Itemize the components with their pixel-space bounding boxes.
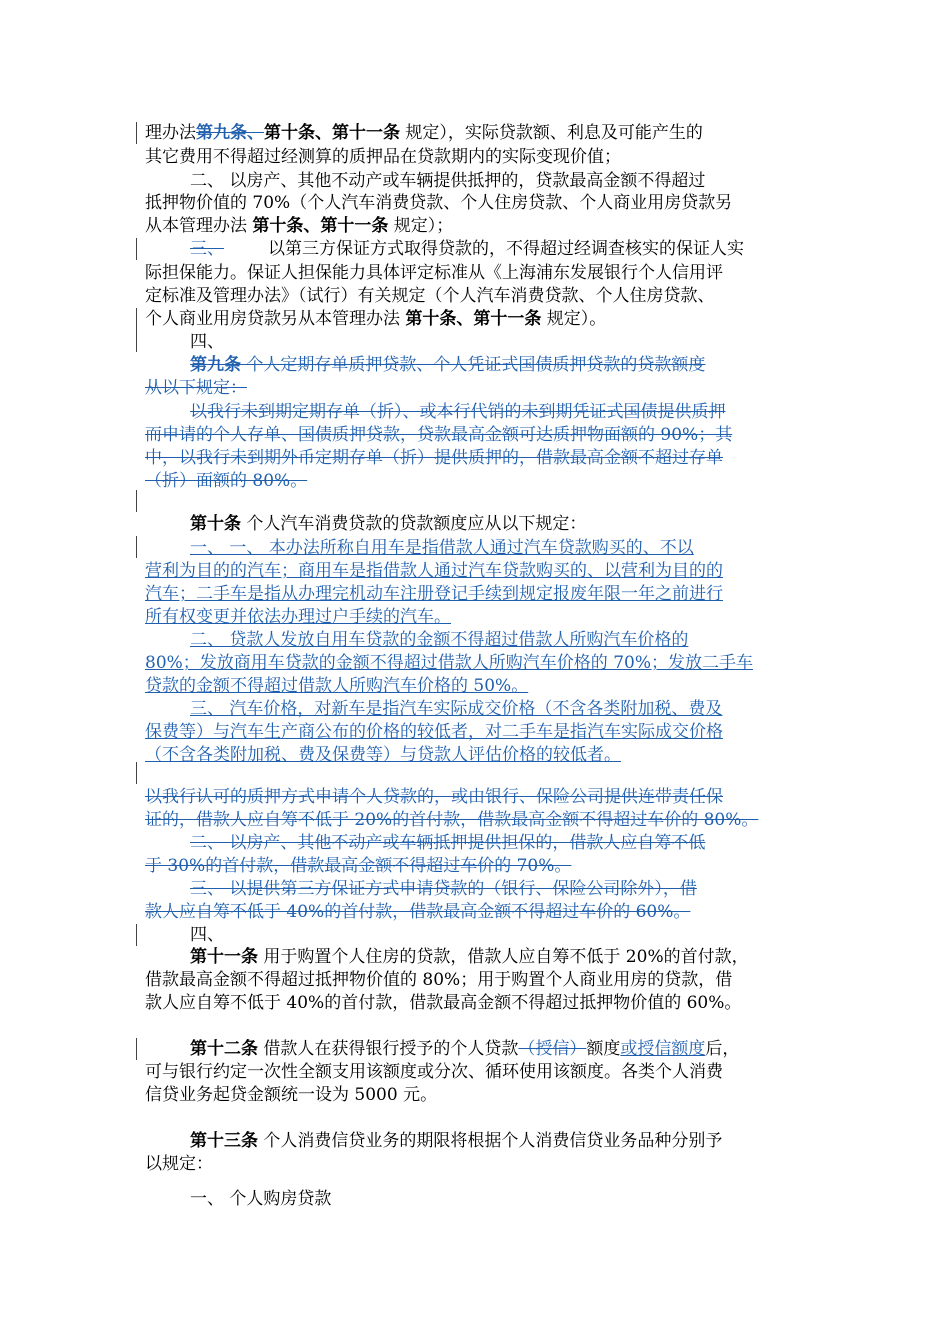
text-line: 四、 [190, 925, 224, 945]
change-bar [136, 308, 137, 330]
inserted-text: 所有权变更并依法办理过户手续的汽车。 [145, 607, 451, 627]
deleted-text: 证的，借款人应自筹不低于 20%的首付款，借款最高金额不得超过车价的 80%。 [145, 810, 759, 830]
article-heading: 第十条 [190, 514, 241, 534]
text-line: 款人应自筹不低于 40%的首付款，借款最高金额不得超过抵押物价值的 60%。 [145, 993, 742, 1013]
deleted-text: 从以下规定： [145, 378, 247, 398]
text-line: 一、 个人购房贷款 [190, 1189, 332, 1209]
text-run: 规定），实际贷款额、利息及可能产生的 [400, 123, 703, 143]
text-line: 信贷业务起贷金额统一设为 5000 元。 [145, 1085, 438, 1105]
text-line [190, 946, 860, 968]
text-line [145, 215, 815, 237]
change-bar [136, 762, 137, 784]
deleted-text: 以我行认可的质押方式申请个人贷款的，或由银行、保险公司提供连带责任保 [145, 787, 723, 807]
text-run: 用于购置个人住房的贷款，借款人应自筹不低于 20%的首付款， [258, 947, 749, 967]
inserted-text: 一、 一、 本办法所称自用车是指借款人通过汽车贷款购买的、不以 [190, 538, 694, 558]
change-bar [136, 490, 137, 512]
text-run: 规定）； [388, 216, 454, 236]
change-bar [136, 1038, 137, 1060]
text-line: 以规定： [145, 1154, 213, 1174]
article-ref: 第十条、第十一条 [264, 123, 400, 143]
article-heading: 第十二条 [190, 1039, 258, 1059]
text-run: 规定）。 [541, 309, 607, 329]
change-bar [136, 536, 137, 558]
deleted-text: 以我行未到期定期存单（折）、或本行代销的未到期凭证式国债提供质押 [190, 402, 726, 422]
text-line: 二、 以房产、其他不动产或车辆提供抵押的，贷款最高金额不得超过 [190, 171, 706, 191]
article-ref: 第十条、第十一条 [252, 216, 389, 236]
article-ref: 第十条、第十一条 [405, 309, 542, 329]
inserted-text: 80%；发放商用车贷款的金额不得超过借款人所购汽车价格的 70%；发放二手车 [145, 653, 753, 673]
text-run: 额度 [586, 1039, 621, 1059]
text-line: 可与银行约定一次性全额支用该额度或分次、循环使用该额度。各类个人消费 [145, 1062, 723, 1082]
text-run: 个人商业用房贷款另从本管理办法 [145, 309, 406, 329]
text-run: 理办法 [145, 123, 196, 143]
change-bar [136, 238, 137, 260]
deleted-text: 于 30%的首付款，借款最高金额不得超过车价的 70%。 [145, 856, 572, 876]
article-heading: 第十三条 [190, 1131, 258, 1151]
text-line: 借款最高金额不得超过抵押物价值的 80%；用于购置个人商业用房的贷款，借 [145, 970, 733, 990]
inserted-text: 二、 贷款人发放自用车贷款的金额不得超过借款人所购汽车价格的 [190, 630, 689, 650]
text-line [190, 354, 860, 376]
deleted-text: 中，以我行未到期外币定期存单（折）提供质押的，借款最高金额不超过存单 [145, 448, 723, 468]
text-line [145, 122, 815, 144]
deleted-text: 三、 [190, 239, 224, 259]
text-line [190, 238, 860, 260]
inserted-text: （不含各类附加税、费及保费等）与贷款人评估价格的较低者。 [145, 745, 621, 765]
inserted-text: 三、 汽车价格，对新车是指汽车实际成交价格（不含各类附加税、费及 [190, 699, 723, 719]
deleted-text: 第九条、 [196, 123, 264, 143]
text-run: 借款人在获得银行授予的个人贷款 [258, 1039, 519, 1059]
text-run: 个人消费信贷业务的期限将根据个人消费信贷业务品种分别予 [258, 1131, 723, 1151]
inserted-text: 营利为目的的汽车；商用车是指借款人通过汽车贷款购买的、以营利为目的的 [145, 561, 723, 581]
change-bar [136, 924, 137, 946]
text-line: 际担保能力。保证人担保能力具体评定标准从《上海浦东发展银行个人信用评 [145, 263, 723, 283]
text-run: 从本管理办法 [145, 216, 253, 236]
deleted-text: 款人应自筹不低于 40%的首付款，借款最高金额不得超过车价的 60%。 [145, 902, 691, 922]
text-line: 抵押物价值的 70%（个人汽车消费贷款、个人住房贷款、个人商业用房贷款另 [145, 193, 733, 213]
article-heading: 第九条 [190, 355, 241, 375]
text-line [190, 1038, 860, 1060]
text-run: 后， [705, 1039, 740, 1059]
article-heading: 第十一条 [190, 947, 258, 967]
deleted-text: （折）面额的 80%。 [145, 471, 308, 491]
change-bar [136, 330, 137, 352]
deleted-text: （授信） [518, 1039, 587, 1059]
inserted-text: 保费等）与汽车生产商公布的价格的较低者，对二手车是指汽车实际成交价格 [145, 722, 723, 742]
deleted-text: 三、 以提供第三方保证方式申请贷款的（银行、保险公司除外），借 [190, 879, 697, 899]
inserted-text: 汽车；二手车是指从办理完机动车注册登记手续到规定报废年限一年之前进行 [145, 584, 723, 604]
deleted-text: 个人定期存单质押贷款、个人凭证式国债质押贷款的贷款额度 [241, 355, 706, 375]
text-run: 个人汽车消费贷款的贷款额度应从以下规定： [241, 514, 587, 534]
text-line: 其它费用不得超过经测算的质押品在贷款期内的实际变现价值； [145, 147, 621, 167]
text-line: 四、 [190, 332, 224, 352]
deleted-text: 二、 以房产、其他不动产或车辆抵押提供担保的，借款人应自筹不低 [190, 833, 706, 853]
text-line: 定标准及管理办法》（试行）有关规定（个人汽车消费贷款、个人住房贷款、 [145, 286, 715, 306]
text-run: 以第三方保证方式取得贷款的，不得超过经调查核实的保证人实 [268, 239, 744, 259]
text-line [145, 308, 815, 330]
inserted-text: 贷款的金额不得超过借款人所购汽车价格的 50%。 [145, 676, 529, 696]
change-bar [136, 122, 137, 144]
text-line [190, 1130, 860, 1152]
text-line [190, 513, 860, 535]
deleted-text: 而申请的个人存单、国债质押贷款，贷款最高金额可达质押物面额的 90%；其 [145, 425, 733, 445]
inserted-text: 或授信额度 [620, 1039, 706, 1059]
